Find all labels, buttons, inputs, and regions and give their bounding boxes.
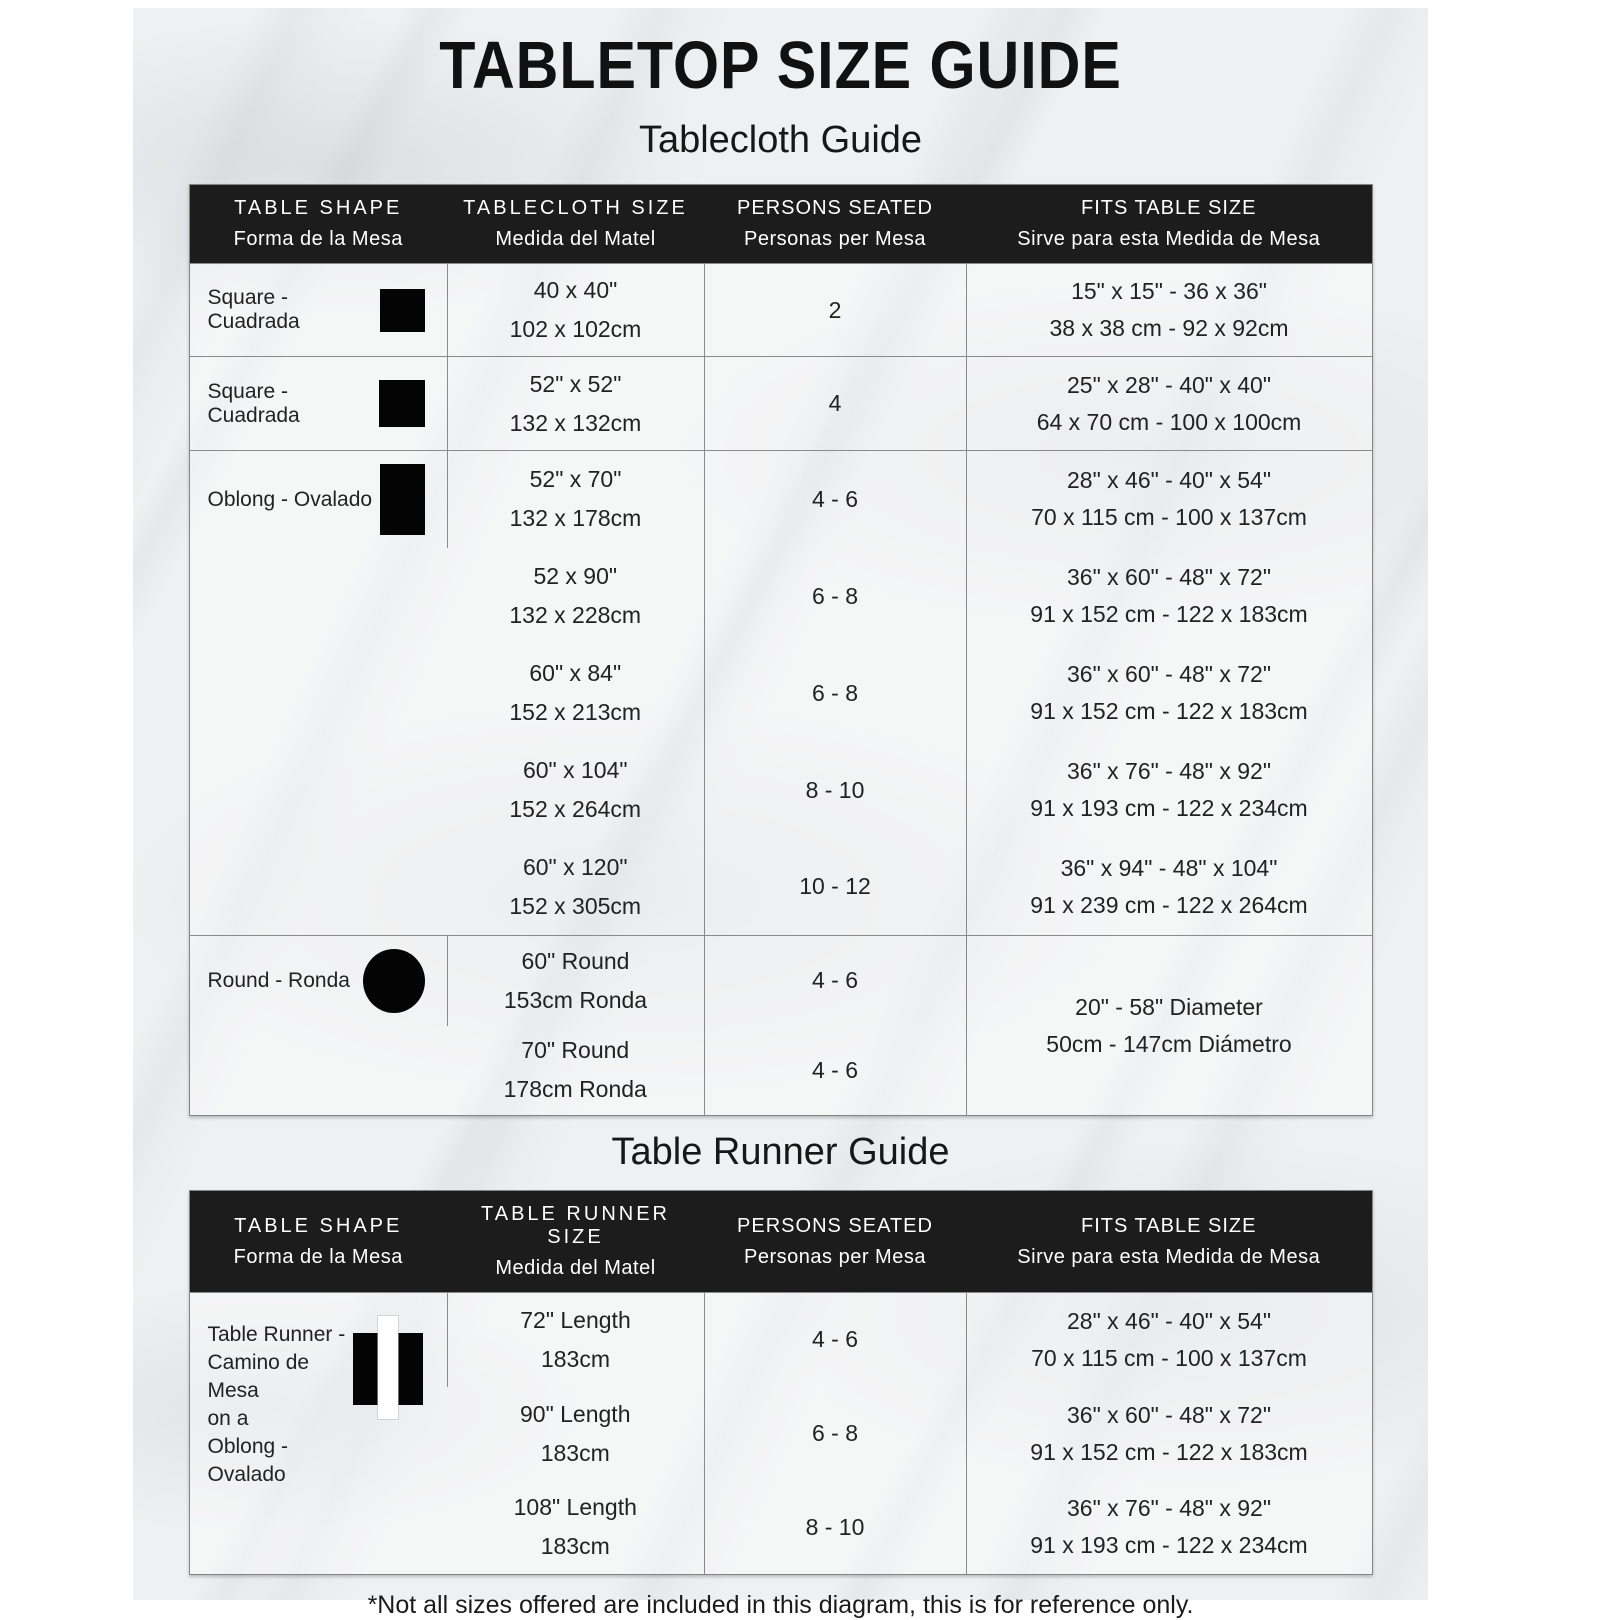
persons-cell: 4 - 6 <box>704 1293 966 1387</box>
fits-cell: 36" x 60" - 48" x 72" 91 x 152 cm - 122 x 183cm <box>966 548 1372 645</box>
size-guide-page <box>133 8 1428 1619</box>
size-cell: 60" x 84" 152 x 213cm <box>509 660 642 725</box>
column-header-table-shape: TABLE SHAPE Forma de la Mesa <box>189 1191 447 1293</box>
tablecloth-guide-heading: Tablecloth Guide <box>638 119 923 161</box>
shape-label: Oblong - Ovalado <box>207 487 373 511</box>
size-cell: 72" Length 183cm <box>447 1293 704 1387</box>
fits-cell: 28" x 46" - 40" x 54" 70 x 115 cm - 100 x 137cm <box>966 1293 1372 1387</box>
fits-cell: 36" x 60" - 48" x 72" 91 x 152 cm - 122 x 183cm <box>966 645 1372 742</box>
size-cell: 52 x 90" 132 x 228cm <box>509 563 642 628</box>
page-title: TABLETOP SIZE GUIDE <box>439 28 1122 103</box>
table-runner-guide-table <box>189 1190 1373 1575</box>
shape-cell <box>189 1293 447 1575</box>
table-row <box>189 451 1372 548</box>
shape-cell <box>189 357 447 451</box>
shape-cell <box>189 451 447 936</box>
persons-cell: 4 - 6 <box>704 1026 966 1116</box>
oblong-table-icon <box>380 464 425 535</box>
column-header-table-shape: TABLE SHAPE Forma de la Mesa <box>189 185 447 264</box>
size-cell: 60" x 120" 152 x 305cm <box>509 853 642 919</box>
shape-label: Round - Ronda <box>207 969 350 992</box>
fits-cell: 20" - 58" Diameter 50cm - 147cm Diámetro <box>966 936 1372 1116</box>
round-table-icon <box>363 949 425 1013</box>
size-cell: 52" x 52" 132 x 132cm <box>447 357 704 451</box>
column-header-fits-table-size: FITS TABLE SIZE Sirve para esta Medida de Mesa <box>966 1191 1372 1293</box>
persons-cell: 4 - 6 <box>704 936 966 1026</box>
fits-cell: 36" x 94" - 48" x 104" 91 x 239 cm - 122 x 264cm <box>966 839 1372 936</box>
table-runner-guide-heading: Table Runner Guide <box>611 1131 950 1173</box>
persons-cell: 4 <box>704 357 966 451</box>
table-row <box>189 936 1372 1026</box>
size-cell: 108" Length 183cm <box>513 1494 637 1560</box>
size-cell: 52" x 70" 132 x 178cm <box>447 451 704 548</box>
persons-cell: 8 - 10 <box>704 1481 966 1575</box>
persons-cell: 6 - 8 <box>704 645 966 742</box>
runner-header-row <box>189 1191 1372 1293</box>
shape-label: Table Runner - Camino de Mesa on a Oblong - Ovalado <box>207 1323 346 1486</box>
persons-cell: 6 - 8 <box>704 548 966 645</box>
table-row <box>189 264 1372 357</box>
size-cell: 70" Round 178cm Ronda <box>503 1037 647 1103</box>
fits-cell: 36" x 76" - 48" x 92" 91 x 193 cm - 122 x 234cm <box>966 1481 1372 1575</box>
table-row <box>189 1293 1372 1387</box>
shape-label: Square - Cuadrada <box>207 286 300 333</box>
persons-cell: 6 - 8 <box>704 1387 966 1481</box>
fits-cell: 28" x 46" - 40" x 54" 70 x 115 cm - 100 x 137cm <box>966 451 1372 548</box>
size-cell: 90" Length 183cm <box>520 1400 631 1466</box>
table-runner-icon <box>353 1333 423 1405</box>
column-header-fits-table-size: FITS TABLE SIZE Sirve para esta Medida de Mesa <box>966 185 1372 264</box>
persons-cell: 4 - 6 <box>704 451 966 548</box>
persons-cell: 8 - 10 <box>704 742 966 839</box>
shape-cell <box>189 264 447 357</box>
fits-cell: 25" x 28" - 40" x 40" 64 x 70 cm - 100 x 100cm <box>966 357 1372 451</box>
size-cell: 40 x 40" 102 x 102cm <box>447 264 704 357</box>
fits-cell: 15" x 15" - 36 x 36" 38 x 38 cm - 92 x 92cm <box>966 264 1372 357</box>
square-table-icon <box>379 380 425 427</box>
column-header-persons-seated: PERSONS SEATED Personas per Mesa <box>704 1191 966 1293</box>
shape-label: Square - Cuadrada <box>207 379 300 427</box>
footnote: *Not all sizes offered are included in this diagram, this is for reference only. <box>367 1591 1194 1619</box>
square-table-icon <box>380 289 425 332</box>
fits-cell: 36" x 60" - 48" x 72" 91 x 152 cm - 122 x 183cm <box>966 1387 1372 1481</box>
size-cell: 60" x 104" 152 x 264cm <box>509 757 642 822</box>
table-row <box>189 357 1372 451</box>
size-cell: 60" Round 153cm Ronda <box>447 936 704 1026</box>
column-header-table-runner-size: TABLE RUNNER SIZE Medida del Matel <box>447 1191 704 1293</box>
fits-cell: 36" x 76" - 48" x 92" 91 x 193 cm - 122 x 234cm <box>966 742 1372 839</box>
shape-cell <box>189 936 447 1116</box>
column-header-persons-seated: PERSONS SEATED Personas per Mesa <box>704 185 966 264</box>
persons-cell: 10 - 12 <box>704 839 966 936</box>
tablecloth-guide-table <box>189 184 1373 1116</box>
column-header-tablecloth-size: TABLECLOTH SIZE Medida del Matel <box>447 185 704 264</box>
tablecloth-header-row <box>189 185 1372 264</box>
persons-cell: 2 <box>704 264 966 357</box>
